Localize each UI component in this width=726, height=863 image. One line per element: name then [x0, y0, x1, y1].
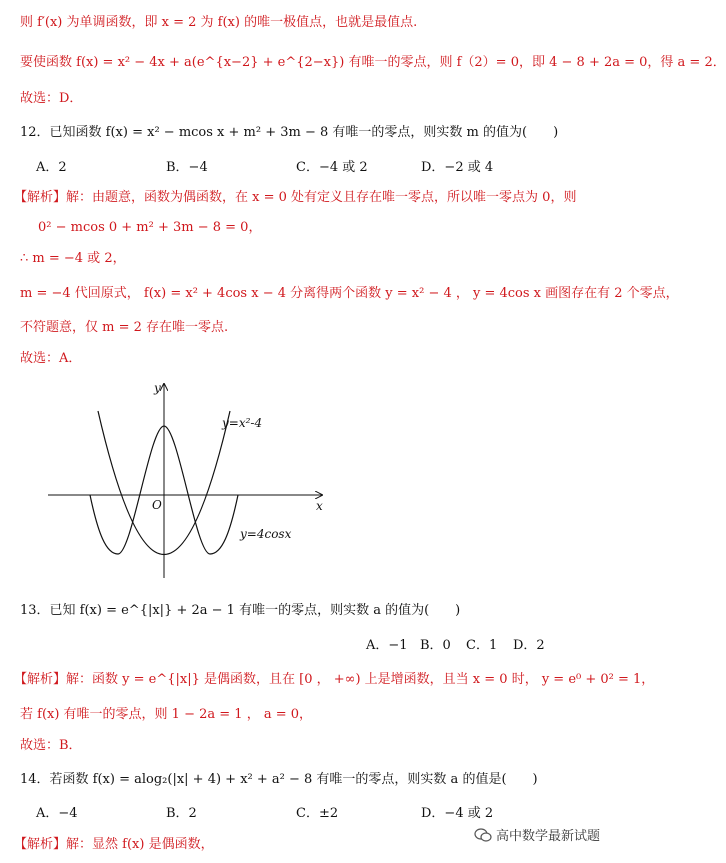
answer-line-12: 故选：A． — [20, 351, 82, 366]
watermark — [474, 825, 600, 844]
y-axis-label: y — [154, 381, 161, 395]
solution-tag: 【解析】 — [14, 190, 67, 205]
text-line-2: 要使函数 f(x) = x² − 4x + a(e^{x−2} + e^{2−x}) 有唯一的零点，则 f（2）= 0，即 4 − 8 + 2a = 0，得 a = 2． — [20, 55, 726, 70]
choice-a: A．−1 — [366, 638, 408, 653]
choice-c: C．−4 或 2 — [296, 160, 368, 175]
solution-12-line-1 — [14, 189, 576, 207]
solution-13-text: 解：函数 y = e^{|x|} 是偶函数，且在 [0 ， +∞) 上是增函数，且当 x = 0 时， y = e⁰ + 0² = 1， — [66, 672, 655, 687]
text-line-1: 则 f′(x) 为单调函数，即 x = 2 为 f(x) 的唯一极值点，也就是最值点. — [20, 15, 418, 30]
solution-12-line-2: 0² − mcos 0 + m² + 3m − 8 = 0， — [38, 220, 262, 235]
cosine-label: y=4cosx — [240, 527, 292, 541]
solution-12-line-4: m = −4 代回原式， f(x) = x² + 4cos x − 4 分离得两个函数 y = x² − 4 ， y = 4cos x 画图存在有 2 个零点， — [20, 286, 679, 301]
solution-13-line-1 — [14, 671, 654, 689]
solution-tag: 【解析】 — [14, 672, 67, 687]
solution-12-text: 解：由题意，函数为偶函数，在 x = 0 处有定义且存在唯一零点，所以唯一零点为 0，则 — [66, 190, 577, 205]
solution-14-text: 解：显然 f(x) 是偶函数， — [66, 837, 214, 852]
x-axis-label: x — [316, 499, 323, 513]
choice-a: A．2 — [36, 160, 67, 175]
answer-line-13: 故选：B． — [20, 738, 82, 753]
solution-12-line-3: ∴ m = −4 或 2， — [20, 251, 126, 266]
choice-d: D．2 — [513, 638, 545, 653]
origin-label: O — [152, 498, 162, 512]
choice-b: B．0 — [420, 638, 451, 653]
solution-12-line-5: 不符题意，仅 m = 2 存在唯一零点. — [20, 320, 229, 335]
choice-a: A．−4 — [36, 806, 78, 821]
function-graph — [40, 378, 330, 583]
watermark-text: 高中数学最新试题 — [496, 829, 601, 844]
parabola-label: y=x²-4 — [222, 416, 263, 430]
choice-d: D．−4 或 2 — [421, 806, 494, 821]
question-13: 13．已知 f(x) = e^{|x|} + 2a − 1 有唯一的零点，则实数 a 的值为( ) — [20, 603, 461, 618]
choice-c: C．1 — [466, 638, 498, 653]
choice-b: B．−4 — [166, 160, 208, 175]
solution-13-line-2: 若 f(x) 有唯一的零点，则 1 − 2a = 1 ， a = 0， — [20, 707, 313, 722]
question-12: 12．已知函数 f(x) = x² − mcos x + m² + 3m − 8 有唯一的零点，则实数 m 的值为( ) — [20, 125, 559, 140]
solution-14-line-1 — [14, 836, 214, 854]
wechat-icon — [474, 827, 492, 843]
question-14: 14．若函数 f(x) = alog₂(|x| + 4) + x² + a² − 8 有唯一的零点，则实数 a 的值是( ) — [20, 772, 538, 787]
answer-line-11: 故选：D． — [20, 91, 83, 106]
solution-tag: 【解析】 — [14, 837, 67, 852]
choice-b: B．2 — [166, 806, 197, 821]
choice-d: D．−2 或 4 — [421, 160, 494, 175]
choice-c: C．±2 — [296, 806, 339, 821]
